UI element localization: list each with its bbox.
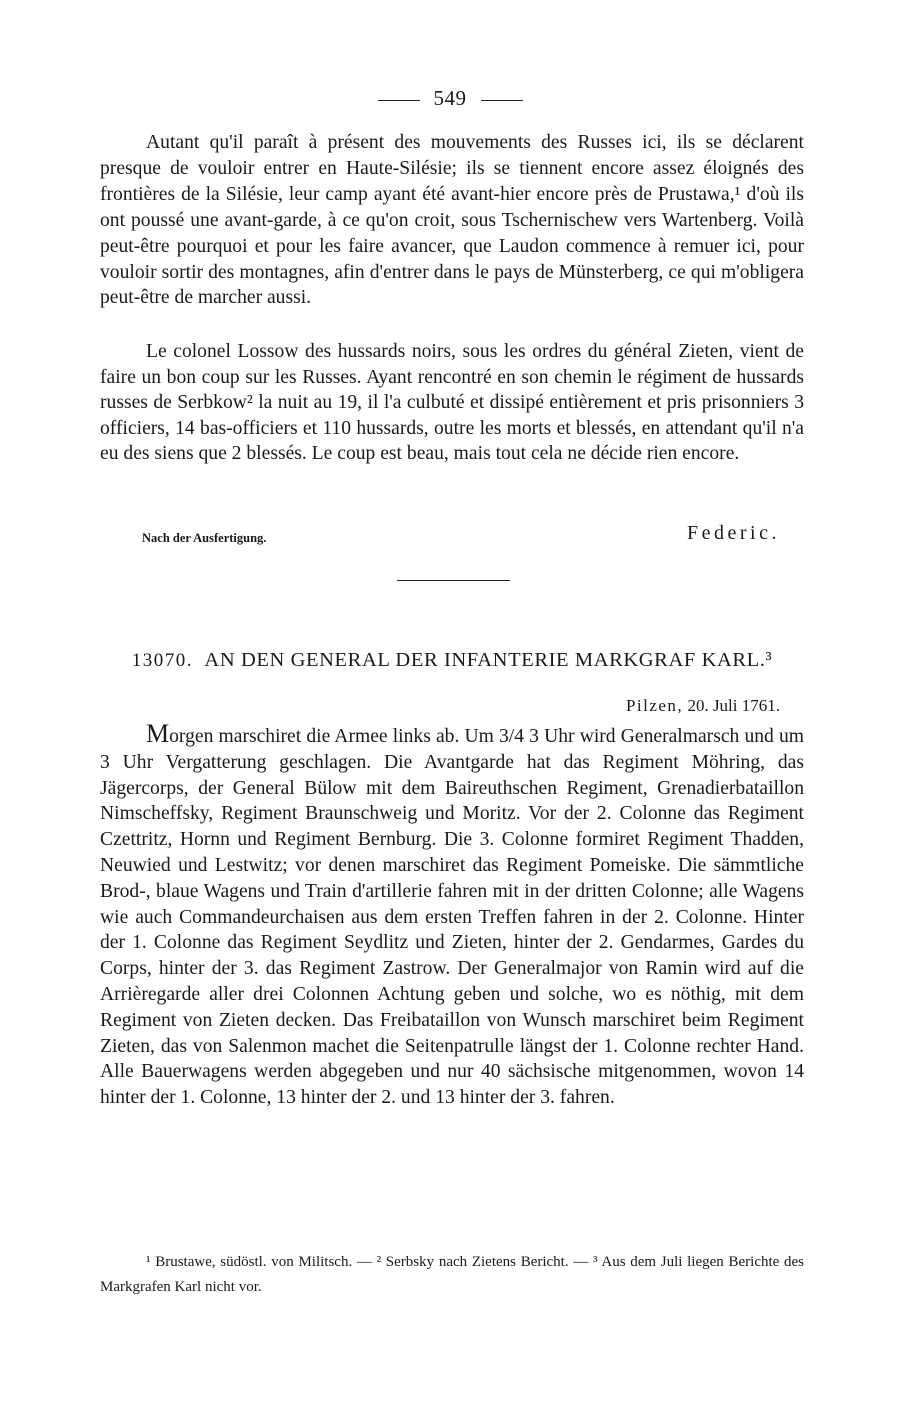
letter-number: 13070. <box>131 650 193 671</box>
letter-place: Pilzen, <box>625 696 684 715</box>
letter-body <box>100 719 804 1111</box>
source-note: Nach der Ausfertigung. <box>142 531 267 545</box>
paragraph-russian-movements: Autant qu'il paraît à présent des mouvements des Russes ici, ils se déclarent presque de vouloir entrer en Haute-Silésie; ils se tiennent encore assez éloignés des frontières de la Silésie, leur camp ayant été avant-hier encore près de Prustawa,¹ d'où ils ont poussé une avant-garde, à ce qu'on croit, sous Tschernischew vers Wartenberg. Voilà peut-être pourquoi et pour les faire avancer, que Laudon commence à remuer ici, pour vouloir sortir des montagnes, afin d'entrer dans le pays de Münsterberg, ce qui m'obligera peut-être de marcher aussi. <box>100 132 804 309</box>
letter-body-text: orgen marschiret die Armee links ab. Um 3/4 3 Uhr wird Generalmarsch und um 3 Uhr Vergatterung geschlagen. Die Avantgarde hat das Regiment Möhring, das Jägercorps, der General Bülow mit dem Baireuthschen Regiment, Grenadierbataillon Nimscheffsky, Regiment Braunschweig und Moritz. Vor der 2. Colonne das Regiment Czettritz, Hornn und Regiment Bernburg. Die 3. Colonne formiret Regiment Thadden, Neuwied und Lestwitz; vor denen marschiret das Regiment Pomeiske. Die sämmtliche Brod-, blaue Wagens und Train d'artillerie fahren mit in der dritten Colonne; alle Wagens wie auch Commandeurchaisen aus dem ersten Treffen fahren in der 2. Colonne. Hinter der 1. Colonne das Regiment Seydlitz und Zieten, hinter der 2. Gendarmes, Gardes du Corps, hinter der 3. das Regiment Zastrow. Der Generalmajor von Ramin wird auf die Arrièregarde aller drei Colonnen Achtung geben und solche, wo es nöthig, mit dem Regiment von Zieten decken. Das Freibataillon von Wunsch marschiret beim Regiment Zieten, das von Salenmon machet die Seitenpatrulle längst der 1. Colonne rechter Hand. Alle Bauerwagens werden abgegeben und nur 40 sächsische mitgenommen, wovon 14 hinter der 1. Colonne, 13 hinter der 2. und 13 hinter der 3. fahren. <box>100 726 804 1109</box>
letter-initial: M <box>146 719 170 748</box>
signature: Federic. <box>687 522 780 544</box>
page-header <box>0 86 900 111</box>
header-dash-right <box>481 100 523 101</box>
letter-title: AN DEN GENERAL DER INFANTERIE MARKGRAF KARL.³ <box>204 649 773 671</box>
letter-date: 20. Juli 1761. <box>687 696 780 715</box>
section-divider <box>397 580 510 581</box>
letter-heading <box>100 648 804 673</box>
letter-dateline <box>626 696 780 716</box>
page-number: 549 <box>433 86 467 110</box>
paragraph-lossow-hussars: Le colonel Lossow des hussards noirs, sous les ordres du général Zieten, vient de faire un bon coup sur les Russes. Ayant rencontré en son chemin le régiment de hussards russes de Serbkow² la nuit au 19, il l'a culbuté et dissipé entièrement et pris prisonniers 3 officiers, 14 bas-officiers et 110 hussards, outre les morts et blessés, en attendant qu'il n'a eu des siens que 2 blessés. Le coup est beau, mais tout cela ne décide rien encore. <box>100 341 804 464</box>
footnotes: ¹ Brustawe, südöstl. von Militsch. — ² Serbsky nach Zietens Bericht. — ³ Aus dem Juli liegen Berichte des Markgrafen Karl nicht vor. <box>100 1254 804 1295</box>
header-dash-left <box>378 100 420 101</box>
